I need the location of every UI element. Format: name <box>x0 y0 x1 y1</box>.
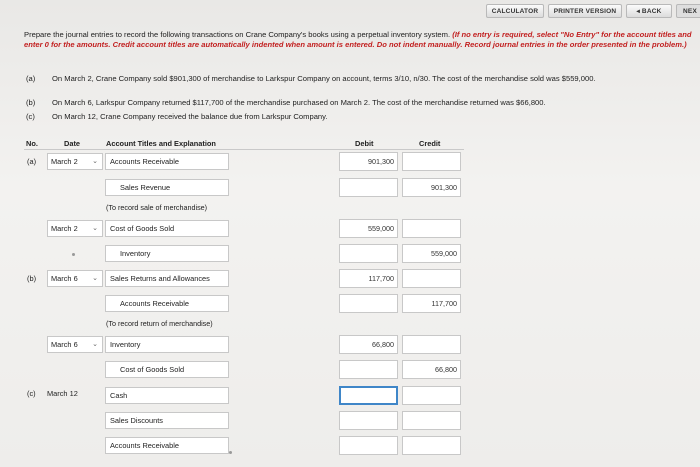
account-input-a2[interactable]: Sales Revenue <box>105 179 229 196</box>
instructions <box>24 30 700 50</box>
credit-input-b2[interactable]: 117,700 <box>402 294 461 313</box>
problem-b-text: On March 6, Larkspur Company returned $117,700 of the merchandise purchased on March 2. The cost of the merchandise returned was $66,800. <box>52 98 546 107</box>
debit-input-b2[interactable] <box>339 294 398 313</box>
debit-input-b4[interactable] <box>339 360 398 379</box>
problem-c-tag: (c) <box>26 112 35 121</box>
entry-a-tag: (a) <box>27 157 37 166</box>
instructions-lead: Prepare the journal entries to record the following transactions on Crane Company's books using a perpetual inventory system. <box>24 30 453 39</box>
problem-b <box>26 98 700 108</box>
problem-a <box>26 74 700 94</box>
problem-b-tag: (b) <box>26 98 36 107</box>
explanation-a: (To record sale of merchandise) <box>106 203 208 212</box>
credit-input-a2[interactable]: 901,300 <box>402 178 461 197</box>
entry-b-tag: (b) <box>27 274 37 283</box>
back-button[interactable]: ◂ BACK <box>626 4 672 18</box>
debit-input-c3[interactable] <box>339 436 398 455</box>
credit-input-a1[interactable] <box>402 152 461 171</box>
problem-a-tag: (a) <box>26 74 36 83</box>
header-divider <box>24 149 464 150</box>
header-account: Account Titles and Explanation <box>106 139 216 148</box>
credit-input-c2[interactable] <box>402 411 461 430</box>
date-select-b3-value: March 6 <box>51 340 78 349</box>
account-input-c1[interactable]: Cash <box>105 387 229 404</box>
credit-input-b3[interactable] <box>402 335 461 354</box>
credit-input-b4[interactable]: 66,800 <box>402 360 461 379</box>
credit-input-c1[interactable] <box>402 386 461 405</box>
entry-c-tag: (c) <box>27 389 36 398</box>
account-input-a4[interactable]: Inventory <box>105 245 229 262</box>
debit-input-a3[interactable]: 559,000 <box>339 219 398 238</box>
date-select-a3[interactable] <box>47 220 103 237</box>
header-no: No. <box>26 139 38 148</box>
account-input-a3[interactable]: Cost of Goods Sold <box>105 220 229 237</box>
explanation-b: (To record return of merchandise) <box>106 319 213 328</box>
date-select-b3[interactable] <box>47 336 103 353</box>
chevron-down-icon: ⌄ <box>92 225 98 232</box>
account-input-c3[interactable]: Accounts Receivable <box>105 437 229 454</box>
credit-input-a4[interactable]: 559,000 <box>402 244 461 263</box>
account-input-a1[interactable]: Accounts Receivable <box>105 153 229 170</box>
problem-c <box>26 112 700 122</box>
date-select-a3-value: March 2 <box>51 224 78 233</box>
header-date: Date <box>64 139 81 148</box>
date-select-a1[interactable] <box>47 153 103 170</box>
top-toolbar <box>0 0 700 22</box>
calculator-button[interactable]: CALCULATOR <box>486 4 544 18</box>
account-input-b4[interactable]: Cost of Goods Sold <box>105 361 229 378</box>
date-select-a1-value: March 2 <box>51 157 78 166</box>
problem-a-text: On March 2, Crane Company sold $901,300 of merchandise to Larkspur Company on account, terms 3/10, n/30. The cost of the merchandise sold was $559,000. <box>52 74 596 83</box>
account-input-b2[interactable]: Accounts Receivable <box>105 295 229 312</box>
chevron-down-icon: ⌄ <box>92 275 98 282</box>
bullet-dot <box>72 253 75 256</box>
problem-c-text: On March 12, Crane Company received the balance due from Larkspur Company. <box>52 112 328 121</box>
debit-input-a4[interactable] <box>339 244 398 263</box>
debit-input-b1[interactable]: 117,700 <box>339 269 398 288</box>
debit-input-b3[interactable]: 66,800 <box>339 335 398 354</box>
credit-input-b1[interactable] <box>402 269 461 288</box>
instructions-note: (If no entry is required, select "No Entry" for the account titles and enter 0 for the amounts. Credit account titles are automatically indented when amount is entered. Do not indent manually. Record journal entries in the order presented in the problem.) <box>24 30 692 49</box>
account-input-c2[interactable]: Sales Discounts <box>105 412 229 429</box>
date-select-b1-value: March 6 <box>51 274 78 283</box>
debit-input-a1[interactable]: 901,300 <box>339 152 398 171</box>
header-debit: Debit <box>355 139 374 148</box>
credit-input-c3[interactable] <box>402 436 461 455</box>
printer-version-button[interactable]: PRINTER VERSION <box>548 4 622 18</box>
header-credit: Credit <box>419 139 441 148</box>
credit-input-a3[interactable] <box>402 219 461 238</box>
date-select-b1[interactable] <box>47 270 103 287</box>
chevron-down-icon: ⌄ <box>92 341 98 348</box>
debit-input-c2[interactable] <box>339 411 398 430</box>
bullet-dot <box>229 451 232 454</box>
debit-input-a2[interactable] <box>339 178 398 197</box>
next-button[interactable]: NEX <box>676 4 700 18</box>
date-c: March 12 <box>47 389 78 398</box>
account-input-b1[interactable]: Sales Returns and Allowances <box>105 270 229 287</box>
chevron-down-icon: ⌄ <box>92 158 98 165</box>
account-input-b3[interactable]: Inventory <box>105 336 229 353</box>
debit-input-c1[interactable] <box>339 386 398 405</box>
